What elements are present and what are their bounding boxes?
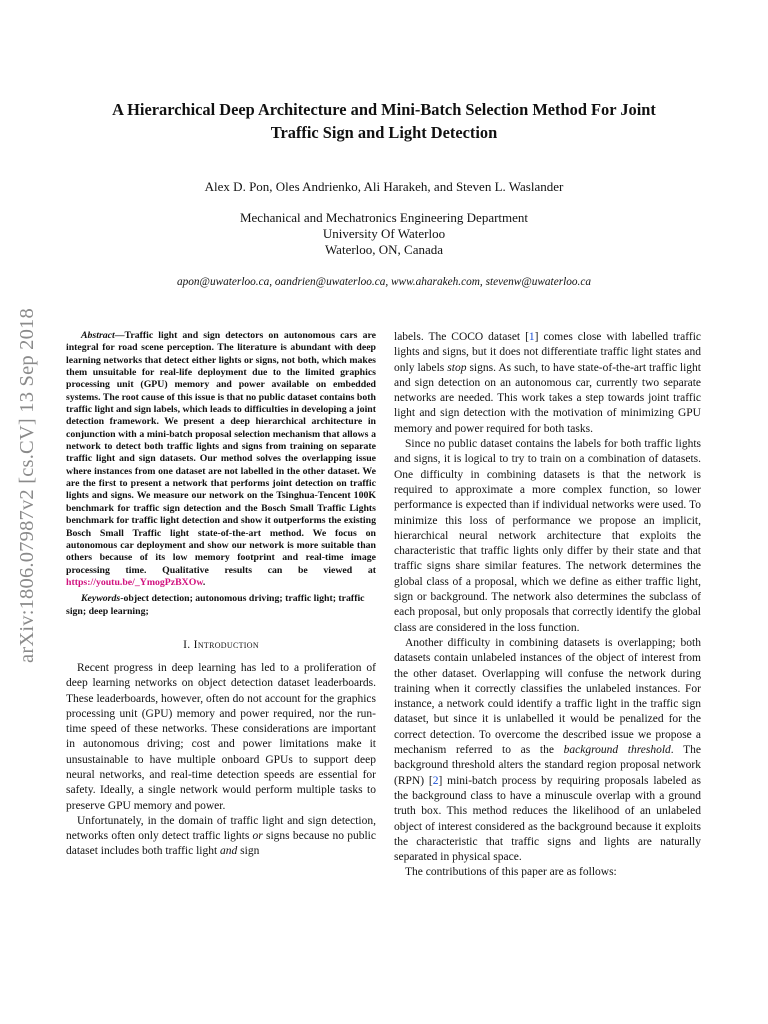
paper-title: [60, 98, 708, 144]
affiliation-university: University Of Waterloo: [322, 226, 446, 241]
paragraph-intro-2: Unfortunately, in the domain of traffic light and sign detection, networks often only detect traffic lights or signs because no public dataset includes both traffic light and sign: [66, 814, 376, 858]
paragraph-right-3: Another difficulty in combining datasets is overlapping; both datasets contain unlabeled instances of the object of interest from the other dataset. Overlapping will confuse the network during training when it correctly classifies the unlabeled instances. For instance, a network could identify a traffic light in the traffic sign dataset, but since it is unlabelled it would be penalized for the correct detection. To overcome the described issue we propose a mechanism referred to as the background threshold. The background threshold alters the standard region proposal network (RPN) [2] mini-batch process by requiring proposals labeled as the background class to have a minuscule overlap with a ground truth box. This method reduces the likelihood of an unlabeled object of interest considered as the background because it exploits the characteristic that traffic signs and lights are naturally separated in physical space.: [394, 636, 701, 864]
author-emails: apon@uwaterloo.ca, oandrien@uwaterloo.ca, www.aharakeh.com, stevenw@uwaterloo.ca: [176, 276, 592, 288]
abstract: Abstract—Traffic light and sign detectors on autonomous cars are integral for road scene perception. The literature is abundant with deep learning networks that detect either lights or signs, not both, which makes them unsuitable for real-life deployment due to the limited graphics processing unit (GPU) memory and power available on embedded systems. The root cause of this issue is that no public dataset contains both traffic light and sign labels, which leads to difficulties in developing a joint detection framework. We present a deep hierarchical architecture in conjunction with a mini-batch proposal selection mechanism that allows a network to detect both traffic lights and signs from training on separate traffic light and sign datasets. Our method solves the overlapping issue where instances from one dataset are not labelled in the other dataset. We are the first to present a network that performs joint detection on traffic lights and signs. We measure our network on the Tsinghua-Tencent 100K benchmark for traffic sign detection and the Bosch Small Traffic Lights benchmark for traffic light detection and show it outperforms the existing Bosch Small Traffic light state-of-the-art method. We focus on autonomous car deployment and show our network is more suitable than others because of its low memory footprint and real-time image processing time. Qualitative results can be viewed at https://youtu.be/_YmogPzBXOw.: [66, 330, 376, 588]
paragraph-right-1: labels. The COCO dataset [1] comes close with labelled traffic lights and signs, but it does not differentiate traffic light states and only labels stop signs. As such, to have state-of-the-art traffic light and sign detection on an autonomous car, currently two separate networks are needed. This work takes a step towards joint traffic light and sign detection with the motivation of minimizing GPU memory and power required for both tasks.: [394, 331, 702, 435]
right-column: [394, 330, 701, 881]
citation-1[interactable]: 1: [528, 331, 535, 343]
left-column: [66, 330, 376, 860]
affiliation-department: Mechanical and Mechatronics Engineering Department: [239, 210, 529, 225]
video-link[interactable]: https://youtu.be/_YmogPzBXOw: [66, 576, 203, 588]
citation-2[interactable]: 2: [432, 774, 439, 787]
paragraph-right-2: Since no public dataset contains the labels for both traffic lights and signs, it is logical to try to train on a combination of datasets. One difficulty in combining datasets is that the network is required to approximate a more complex function, so lower performance is expected than if individual networks were used. To minimize this loss of performance we propose an implicit, hierarchical neural network architecture that exploits the characteristic that traffic lights only differ by their state and that traffic signs share similar features. The network determines the global class of a proposal, which we define as either traffic light, sign or background. The network also determines the subclass of each proposal, but only proposals that correctly identify the global class are considered in the loss function.: [394, 438, 701, 634]
affiliation: [60, 210, 708, 258]
keywords-label: Keywords: [81, 593, 121, 605]
title-line-2: Traffic Sign and Light Detection: [270, 123, 498, 142]
paragraph-right-4: The contributions of this paper are as follows:: [405, 866, 617, 879]
section-heading-introduction: I. Introduction: [183, 637, 259, 651]
arxiv-identifier: arXiv:1806.07987v2 [cs.CV] 13 Sep 2018: [15, 307, 38, 663]
paragraph-intro-1: Recent progress in deep learning has led to a proliferation of deep learning networks on object detection dataset leaderboards. These leaderboards, however, often do not account for the graphics processing unit (GPU) memory and power required, nor the run-time speed of these networks. These considerations are important in autonomous driving; cost and power limitations make it unsustainable to have multiple onboard GPUs to support deep neural networks, and real-time detection speeds are essential for safety. Ideally, a single network would perform multiple tasks to preserve GPU memory and power.: [66, 661, 376, 812]
author-list: Alex D. Pon, Oles Andrienko, Ali Harakeh, and Steven L. Waslander: [204, 179, 564, 194]
keywords: [66, 593, 376, 618]
affiliation-location: Waterloo, ON, Canada: [324, 242, 444, 257]
keywords-text: -object detection; autonomous driving; traffic light; traffic sign; deep learning;: [66, 593, 365, 617]
title-line-1: A Hierarchical Deep Architecture and Mini-Batch Selection Method For Joint: [112, 100, 656, 119]
abstract-text: —Traffic light and sign detectors on autonomous cars are integral for road scene perception. The literature is abundant with deep learning networks that detect either lights or signs, not both, which makes them unsuitable for real-life deployment due to the limited graphics processing unit (GPU) memory and power available on embedded systems. The root cause of this issue is that no public dataset contains both traffic light and sign labels, which leads to difficulties in developing a joint detection framework. We present a deep hierarchical architecture in conjunction with a mini-batch proposal selection mechanism that allows a network to detect both traffic lights and signs from training on separate traffic light and sign datasets. Our method solves the overlapping issue where instances from one dataset are not labelled in the other dataset. We are the first to present a network that performs joint detection on traffic lights and signs. We measure our network on the Tsinghua-Tencent 100K benchmark for traffic sign detection and the Bosch Small Traffic Lights benchmark for traffic light detection and show it outperforms the existing Bosch Small Traffic light state-of-the-art method. We focus on autonomous car deployment and show our network is more suitable than others because of its low memory footprint and real-time image processing time. Qualitative results can be viewed at: [66, 330, 376, 576]
abstract-label: Abstract: [81, 330, 115, 341]
